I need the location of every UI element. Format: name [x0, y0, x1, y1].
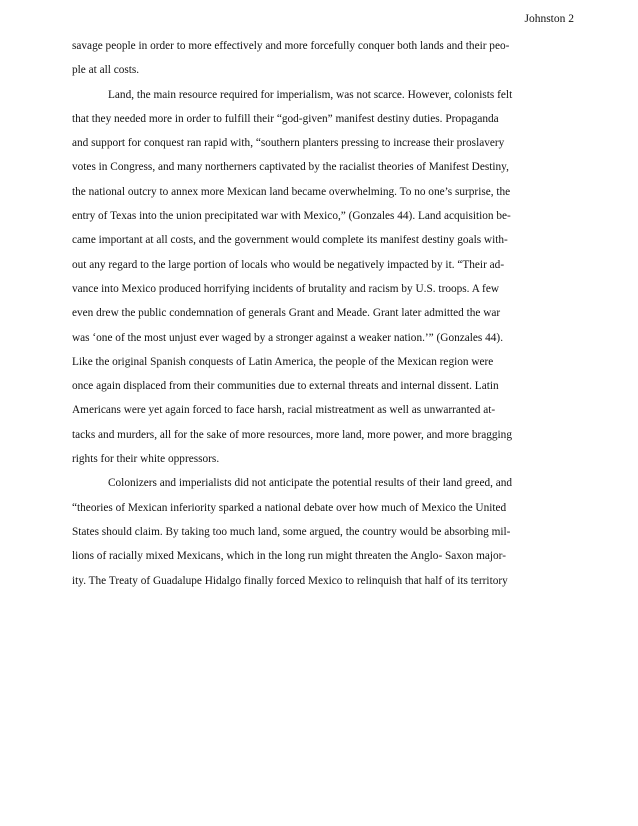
text-line: “theories of Mexican inferiority sparked a national debate over how much of Mexico the United	[72, 501, 507, 514]
text-line: vance into Mexico produced horrifying incidents of brutality and racism by U.S. troops. A few	[72, 282, 499, 295]
text-line: was ‘one of the most unjust ever waged by a stronger against a weaker nation.’” (Gonzales 44).	[72, 331, 504, 344]
text-line: rights for their white oppressors.	[72, 453, 220, 466]
text-line: even drew the public condemnation of generals Grant and Meade. Grant later admitted the war	[72, 307, 501, 320]
text-line: ity. The Treaty of Guadalupe Hidalgo finally forced Mexico to relinquish that half of its territory	[72, 574, 508, 587]
text-line: once again displaced from their communities due to external threats and internal dissent. Latin	[72, 380, 499, 393]
text-line: Americans were yet again forced to face harsh, racial mistreatment as well as unwarranted at-	[72, 404, 496, 417]
text-line: States should claim. By taking too much land, some argued, the country would be absorbing mil-	[72, 525, 511, 538]
text-line: the national outcry to annex more Mexican land became overwhelming. To no one’s surprise, the	[72, 185, 511, 198]
running-head: Johnston 2	[524, 13, 574, 25]
text-line: that they needed more in order to fulfill their “god-given” manifest destiny duties. Propaganda	[72, 112, 499, 125]
text-line: tacks and murders, all for the sake of more resources, more land, more power, and more bragging	[72, 428, 512, 441]
text-line: lions of racially mixed Mexicans, which in the long run might threaten the Anglo- Saxon major-	[72, 550, 506, 563]
text-line: and support for conquest ran rapid with, “southern planters pressing to increase their proslavery	[72, 137, 505, 150]
text-line: Like the original Spanish conquests of Latin America, the people of the Mexican region were	[72, 355, 494, 368]
text-line: came important at all costs, and the government would complete its manifest destiny goals with-	[72, 234, 508, 247]
text-line: out any regard to the large portion of locals who would be negatively impacted by it. “Their ad-	[72, 258, 505, 271]
text-line: entry of Texas into the union precipitated war with Mexico,” (Gonzales 44). Land acquisition be-	[72, 210, 511, 223]
paragraph-start-line: Land, the main resource required for imperialism, was not scarce. However, colonists felt	[108, 88, 513, 101]
text-line: ple at all costs.	[72, 64, 140, 77]
text-line: savage people in order to more effectively and more forcefully conquer both lands and their peo-	[72, 40, 510, 52]
paragraph-start-line: Colonizers and imperialists did not anticipate the potential results of their land greed, and	[108, 477, 513, 490]
text-line: votes in Congress, and many northerners captivated by the racialist theories of Manifest Destiny,	[72, 161, 509, 174]
body-text	[72, 34, 566, 593]
